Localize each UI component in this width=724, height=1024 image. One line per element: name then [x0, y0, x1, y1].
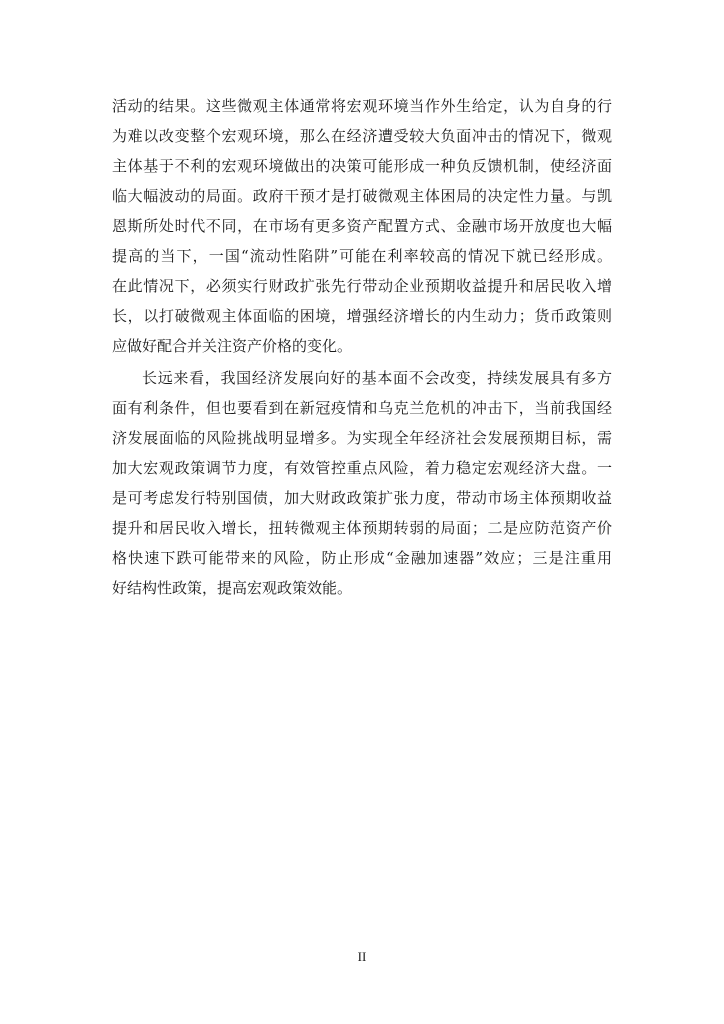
paragraph-1-line-5: 恩斯所处时代不同，在市场有更多资产配置方式、金融市场开放度也大幅 — [112, 217, 612, 235]
paragraph-1-line-7: 在此情况下，必须实行财政扩张先行带动企业预期收益提升和居民收入增 — [112, 277, 612, 295]
paragraph-1-line-2: 为难以改变整个宏观环境，那么在经济遭受较大负面冲击的情况下，微观 — [112, 127, 612, 145]
paragraph-2-line-6: 提升和居民收入增长，扭转微观主体预期转弱的局面；二是应防范资产价 — [112, 519, 612, 537]
paragraph-1-line-9: 应做好配合并关注资产价格的变化。 — [112, 337, 353, 355]
paragraph-1-line-8: 长，以打破微观主体面临的困境，增强经济增长的内生动力；货币政策则 — [112, 307, 612, 325]
paragraph-2-line-8: 好结构性政策，提高宏观政策效能。 — [112, 579, 353, 597]
page-number: II — [357, 949, 367, 964]
paragraph-2-line-7: 格快速下跌可能带来的风险，防止形成“金融加速器”效应；三是注重用 — [112, 549, 612, 567]
paragraph-1-line-1: 活动的结果。这些微观主体通常将宏观环境当作外生给定，认为自身的行 — [112, 97, 612, 115]
paragraph-1-line-4: 临大幅波动的局面。政府干预才是打破微观主体困局的决定性力量。与凯 — [112, 187, 612, 205]
paragraph-2-line-4: 加大宏观政策调节力度，有效管控重点风险，着力稳定宏观经济大盘。一 — [112, 459, 612, 477]
paragraph-2-line-3: 济发展面临的风险挑战明显增多。为实现全年经济社会发展预期目标，需 — [112, 429, 612, 447]
paragraph-2-line-2: 面有利条件，但也要看到在新冠疫情和乌克兰危机的冲击下，当前我国经 — [112, 399, 612, 417]
paragraph-1-line-3: 主体基于不利的宏观环境做出的决策可能形成一种负反馈机制，使经济面 — [112, 157, 612, 175]
paragraph-2-line-1: 长远来看，我国经济发展向好的基本面不会改变，持续发展具有多方 — [142, 369, 612, 387]
paragraph-2-line-5: 是可考虑发行特别国债，加大财政政策扩张力度，带动市场主体预期收益 — [112, 489, 612, 507]
paragraph-1-line-6: 提高的当下，一国“流动性陷阱”可能在利率较高的情况下就已经形成。 — [112, 247, 612, 265]
